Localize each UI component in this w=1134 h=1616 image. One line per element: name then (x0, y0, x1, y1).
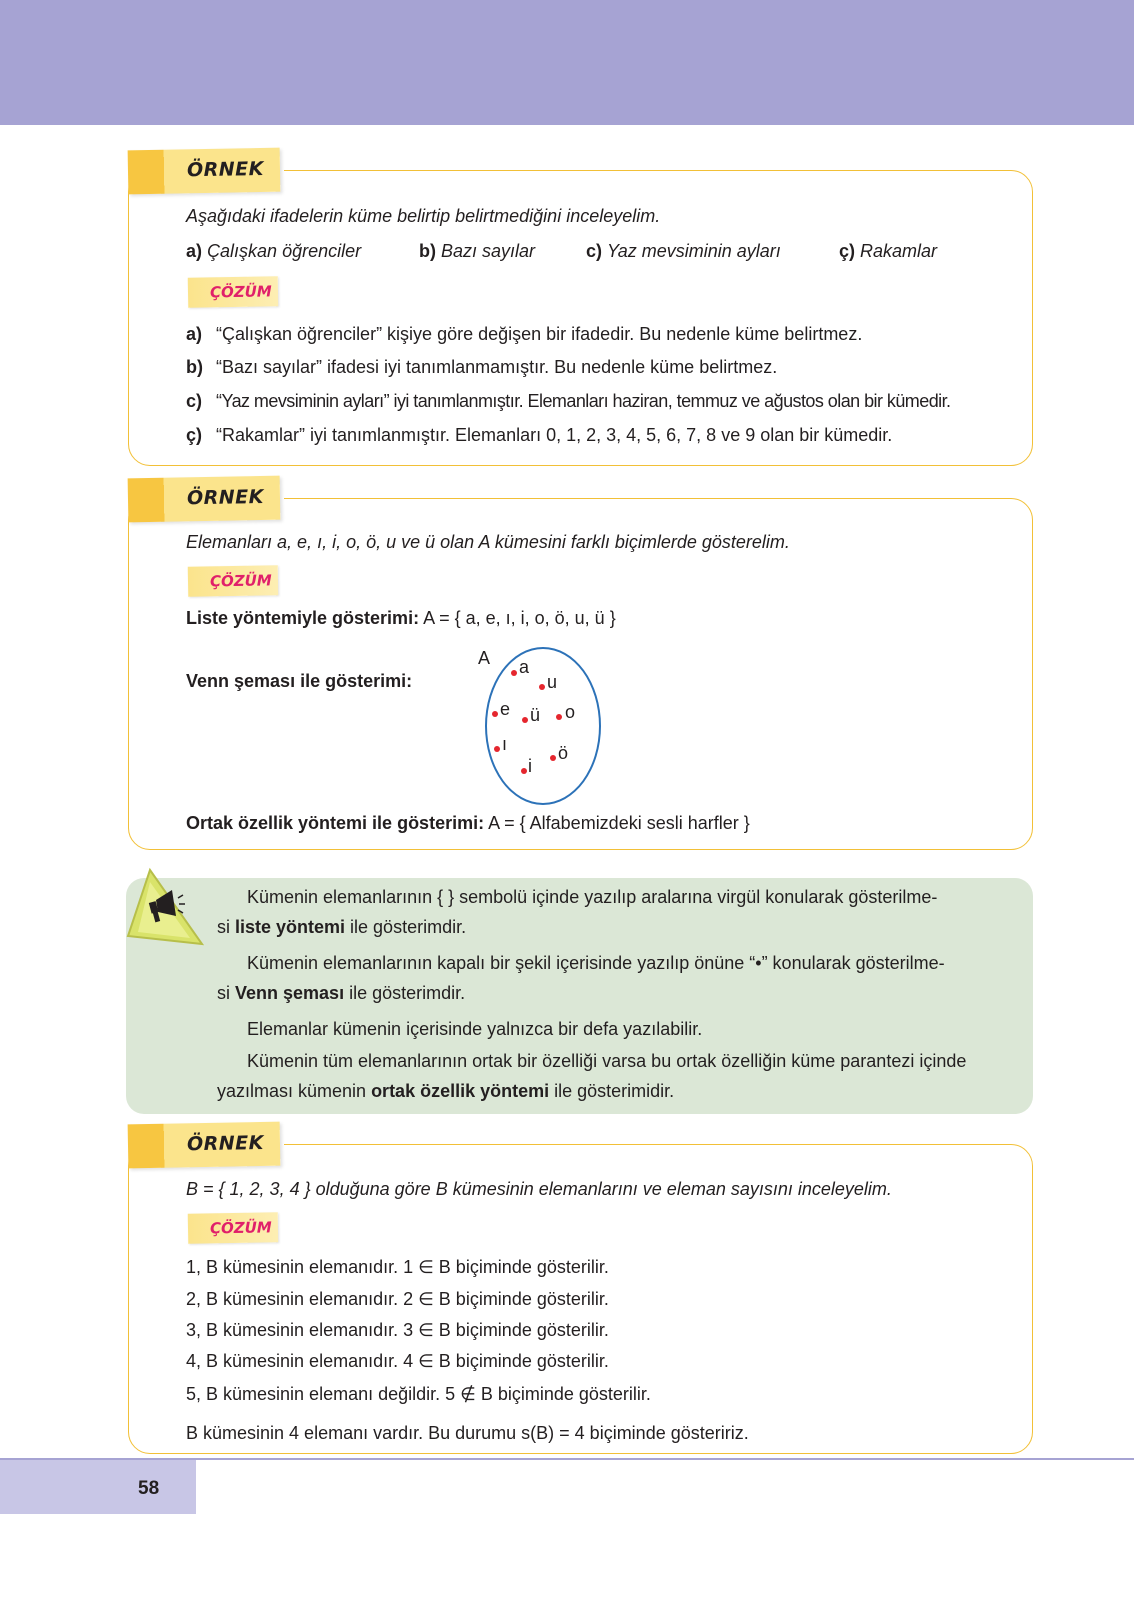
example-tag-label: ÖRNEK (186, 485, 265, 510)
example-tag-label: ÖRNEK (186, 157, 265, 182)
note-paragraph-2: Kümenin elemanlarının kapalı bir şekil içerisinde yazılıp önüne “•” konularak gösterilme- si Venn şeması ile gösterimdir. (217, 953, 945, 1003)
note-paragraph-3: Elemanlar kümenin içerisinde yalnızca bir defa yazılabilir. (247, 1019, 703, 1039)
answer-b: b) “Bazı sayılar” ifadesi iyi tanımlanmamıştır. Bu nedenle küme belirtmez. (186, 357, 778, 377)
option-cedilla: ç) Rakamlar (839, 241, 938, 261)
venn-ellipse (485, 647, 601, 805)
answer-cedilla: ç) “Rakamlar” iyi tanımlanmıştır. Elemanları 0, 1, 2, 3, 4, 5, 6, 7, 8 ve 9 olan bir kümedir. (186, 425, 893, 445)
page-number-tab (0, 1460, 196, 1514)
venn-element: e (500, 699, 511, 719)
list-method: Liste yöntemiyle gösterimi: A = { a, e, ı, i, o, ö, u, ü } (186, 608, 616, 628)
venn-element: ü (530, 705, 541, 725)
example-prompt: Elemanları a, e, ı, i, o, ö, u ve ü olan A kümesini farklı biçimlerde gösterelim. (186, 532, 790, 552)
example-prompt: Aşağıdaki ifadelerin küme belirtip belirtmediğini inceleyelim. (186, 206, 661, 226)
membership-line: 2, B kümesinin elemanıdır. 2 ∈ B biçiminde gösterilir. (186, 1289, 609, 1309)
venn-dot (494, 746, 500, 752)
venn-element: ı (502, 734, 508, 754)
note-paragraph-1: Kümenin elemanlarının { } sembolü içinde yazılıp aralarına virgül konularak gösterilme- si liste yöntemi ile gösterimdir. (217, 887, 938, 937)
note-paragraph-4: Kümenin tüm elemanlarının ortak bir özelliği varsa bu ortak özelliğin küme parantezi içinde yazılması kümenin ortak özellik yöntemi ile gösterimidir. (217, 1051, 967, 1101)
megaphone-icon (124, 866, 206, 948)
venn-element: a (519, 657, 530, 677)
solution-tag-1: ÇÖZÜM (188, 276, 279, 308)
venn-dot (511, 670, 517, 676)
venn-dot (556, 714, 562, 720)
answer-c: c) “Yaz mevsiminin ayları” iyi tanımlanmıştır. Elemanları haziran, temmuz ve ağustos olan bir kümedir. (186, 391, 951, 411)
venn-set-name: A (478, 648, 491, 668)
venn-element: ö (558, 743, 569, 763)
example-tag-2 (128, 476, 281, 523)
example-tag-3 (128, 1122, 281, 1169)
venn-dot (521, 768, 527, 774)
venn-dot (492, 711, 498, 717)
venn-dot (550, 755, 556, 761)
page-number: 58 (138, 1478, 160, 1499)
answer-a: a) “Çalışkan öğrenciler” kişiye göre değişen bir ifadedir. Bu nedenle küme belirtmez. (186, 324, 863, 344)
membership-line: 1, B kümesinin elemanıdır. 1 ∈ B biçiminde gösterilir. (186, 1257, 609, 1277)
venn-element: i (528, 756, 532, 776)
example-tag-label: ÖRNEK (186, 1131, 265, 1156)
venn-label: Venn şeması ile gösterimi: (186, 671, 413, 691)
solution-tag-3: ÇÖZÜM (188, 1212, 279, 1244)
property-method: Ortak özellik yöntemi ile gösterimi: A = { Alfabemizdeki sesli harfler } (186, 813, 750, 833)
membership-line: 4, B kümesinin elemanıdır. 4 ∈ B biçiminde gösterilir. (186, 1351, 609, 1371)
example-conclusion: B kümesinin 4 elemanı vardır. Bu durumu s(B) = 4 biçiminde gösteririz. (186, 1423, 749, 1443)
membership-line: 5, B kümesinin elemanı değildir. 5 ∉ B biçiminde gösterilir. (186, 1384, 651, 1404)
option-c: c) Yaz mevsiminin ayları (586, 241, 781, 261)
venn-element: o (565, 702, 576, 722)
example-prompt: B = { 1, 2, 3, 4 } olduğuna göre B kümesinin elemanlarını ve eleman sayısını inceleyelim. (186, 1179, 892, 1199)
header-band (0, 0, 1134, 125)
membership-line: 3, B kümesinin elemanıdır. 3 ∈ B biçiminde gösterilir. (186, 1320, 609, 1340)
option-a: a) Çalışkan öğrenciler (186, 241, 362, 261)
solution-tag-2: ÇÖZÜM (188, 565, 279, 597)
example-tag-1 (128, 148, 281, 195)
venn-element: u (547, 672, 558, 692)
venn-dot (522, 717, 528, 723)
option-b: b) Bazı sayılar (419, 241, 536, 261)
venn-dot (539, 684, 545, 690)
